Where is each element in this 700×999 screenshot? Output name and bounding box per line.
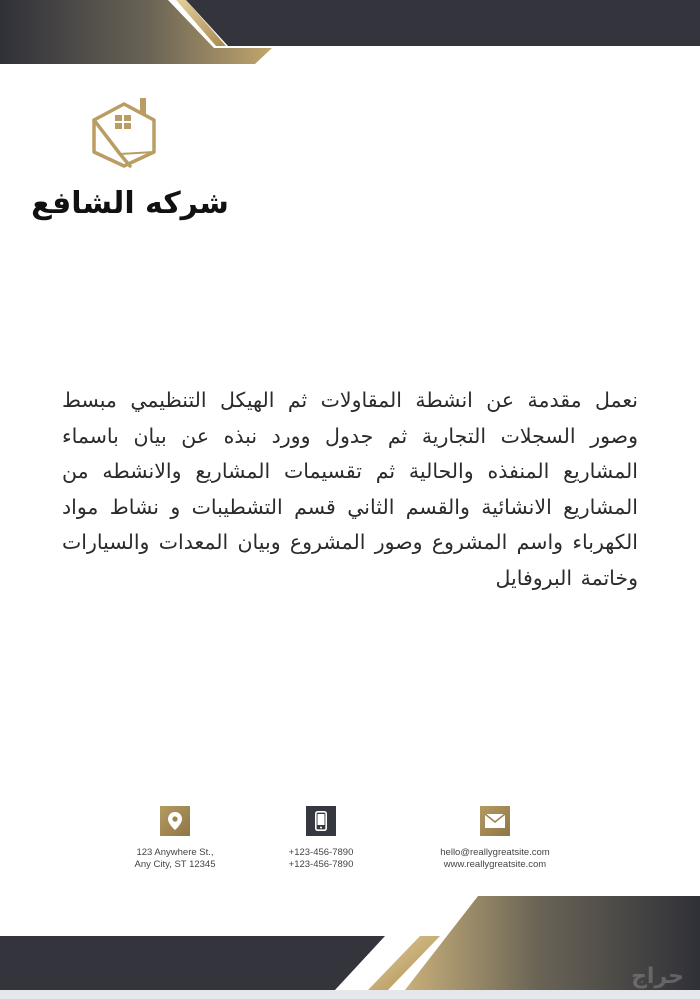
house-logo-icon — [90, 96, 158, 168]
email-line: hello@reallygreatsite.com — [440, 847, 550, 858]
envelope-icon — [480, 806, 510, 836]
location-pin-icon — [160, 806, 190, 836]
watermark: حراج — [631, 964, 684, 989]
contact-email — [420, 806, 570, 871]
footer-left-band — [0, 936, 385, 990]
address-line-2: Any City, ST 12345 — [134, 859, 216, 870]
contact-phone — [246, 806, 396, 871]
footer-bottom-strip — [0, 990, 700, 999]
company-logo — [90, 96, 158, 168]
phone-line-1: +123-456-7890 — [288, 847, 354, 858]
website-line: www.reallygreatsite.com — [443, 859, 547, 870]
address-line-1: 123 Anywhere St., — [136, 847, 214, 858]
header-right-band — [186, 0, 700, 46]
company-name: شركه الشافع — [31, 186, 229, 221]
phone-line-2: +123-456-7890 — [288, 859, 354, 870]
mobile-phone-icon — [306, 806, 336, 836]
contact-address — [100, 806, 250, 871]
intro-paragraph: نعمل مقدمة عن انشطة المقاولات ثم الهيكل التنظيمي مبسط وصور السجلات التجارية ثم جدول وورد نبذه عن بيان باسماء المشاريع المنفذه والحالية ثم تقسيمات المشاريع والانشطه من المشاريع الانشائية والقسم الثاني قسم التشطيبات و نشاط مواد الكهرباء واسم المشروع وصور المشروع وبيان المعدات والسيارات وخاتمة البروفايل — [62, 388, 638, 590]
